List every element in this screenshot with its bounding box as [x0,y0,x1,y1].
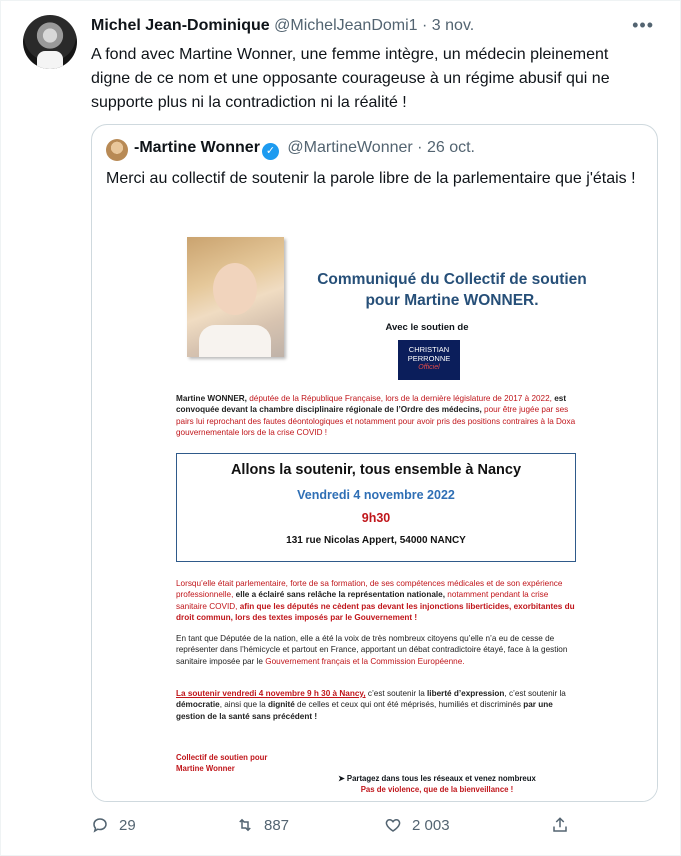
logo-script: Officiel [418,364,440,371]
quoted-header-separator: · [417,139,423,156]
logo-line2: PERRONNE [407,354,451,363]
p1-part-d: pour être jugée par ses pairs lui reprochant des fautes déontologiques et notamment pour avoir pris des positions contraires à la Doxa gouvernementale lors de la crise COVID ! [176,405,576,438]
p2-part-d: afin que les députés ne cèdent pas devant les injonctions liberticides, exorbitantes du droit commun, lors des textes imposés par le Gouvernement ! [176,601,575,623]
share-button[interactable] [551,816,569,834]
p4-part-e: démocratie [176,700,220,710]
reply-button[interactable] [91,816,136,834]
logo-line1: CHRISTIAN [408,345,450,354]
share-call-line2: Pas de violence, que de la bienveillance ! [360,785,514,794]
tweet-header [91,17,660,35]
reply-count: 29 [119,816,136,834]
share-call [287,773,587,795]
flyer-title [297,269,607,311]
reply-icon [91,816,109,834]
tweet-date[interactable]: 3 nov. [431,17,475,34]
p4-part-h: de celles et ceux qui ont été méprisés, humiliés et discriminés [294,700,524,710]
p1-part-b: députée de la République Française, lors de la dernière législature de 2017 à 2022, [246,394,552,403]
event-address: 131 rue Nicolas Appert, 54000 NANCY [286,535,466,546]
flyer-title-line2: pour Martine WONNER. [365,292,539,309]
flyer-title-line1: Communiqué du Collectif de soutien [317,271,587,288]
like-count: 2 003 [412,816,450,834]
event-box [176,453,576,562]
p4-part-d: , c’est soutenir la [504,689,566,698]
share-call-line1: ➤ Partagez dans tous les réseaux et venez nombreux [338,774,536,783]
author-handle[interactable]: @MichelJeanDomi1 [274,17,418,34]
quoted-tweet-header [134,139,475,160]
quoted-author-avatar [106,139,128,161]
p4-part-g: dignité [267,700,295,710]
author-avatar[interactable] [23,15,77,69]
quoted-tweet[interactable] [91,124,658,802]
quoted-tweet-text: Merci au collectif de soutenir la parole libre de la parlementaire que j'étais ! [106,170,636,187]
quoted-author-name: -Martine Wonner [134,139,260,156]
support-label: Avec le soutien de [385,322,469,333]
retweet-icon [236,816,254,834]
p4-part-i: par une gestion de la santé sans précédent ! [176,700,553,721]
signature-line2: Martine Wonner [176,764,235,773]
p2-part-c: notamment pendant la crise sanitaire COVID, [176,590,549,611]
more-icon[interactable]: ••• [632,15,654,35]
flyer-signature [176,752,267,774]
flyer-paragraph-3 [176,633,576,667]
heart-icon [384,816,402,834]
p4-part-b: c’est soutenir la [365,689,428,698]
tweet-text: A fond avec Martine Wonner, une femme intègre, un médecin pleinement digne de ce nom et une opposante courageuse à un régime abusif qui ne supporte plus ni la contradiction ni la réalité ! [91,46,610,111]
retweet-count: 887 [264,816,290,834]
header-separator: · [422,17,428,34]
flyer-paragraph-4 [176,688,576,722]
p1-part-c: est convoquée devant la chambre disciplinaire régionale de l’Ordre des médecins, [176,394,567,415]
quoted-tweet-date: 26 oct. [426,139,475,156]
tweet-actions [91,816,591,840]
p3-part-a: En tant que Députée de la nation, elle a été la voix de très nombreux citoyens qu’elle n’a eu de cesse de représenter dans l’hémicycle et partout en France, apportant un débat contradictoire étayé, face à la gestion sanitaire imposée par le [176,634,568,666]
event-headline: Allons la soutenir, tous ensemble à Nancy [230,462,522,478]
event-time: 9h30 [361,511,391,525]
christian-perronne-logo [398,340,460,380]
signature-line1: Collectif de soutien pour [176,753,268,762]
event-date: Vendredi 4 novembre 2022 [297,488,455,502]
verified-badge-icon: ✓ [262,143,279,160]
share-icon [551,816,569,834]
author-name[interactable]: Michel Jean-Dominique [91,17,270,34]
like-button[interactable] [384,816,450,834]
p2-part-b: elle a éclairé sans relâche la représentation nationale, [233,590,445,600]
p3-part-b: Gouvernement français et la Commission Européenne. [262,656,465,666]
flyer-paragraph-1 [176,393,576,439]
p4-part-f: , ainsi que la [219,700,268,710]
p4-part-c: liberté d’expression [427,689,505,698]
p1-name: Martine WONNER, [176,394,247,403]
portrait-photo [187,237,284,357]
retweet-button[interactable] [236,816,289,834]
p4-part-a: La soutenir vendredi 4 novembre 9 h 30 à Nancy, [176,689,366,698]
flyer-image[interactable] [92,225,657,802]
quoted-author-handle: @MartineWonner [287,139,413,156]
flyer-paragraph-2 [176,578,576,624]
p2-part-a: Lorsqu’elle était parlementaire, forte de sa formation, de ses compétences médicales et de son expérience professionnelle, [176,579,563,600]
